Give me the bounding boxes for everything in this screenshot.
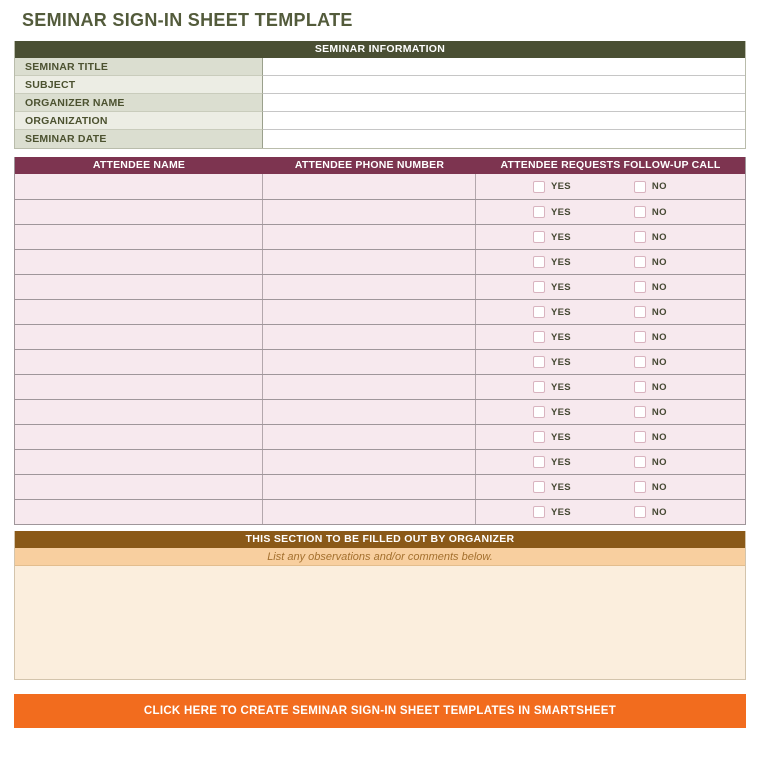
yes-checkbox[interactable] [533, 406, 545, 418]
yes-label: YES [551, 231, 571, 243]
attendee-phone-cell[interactable] [263, 275, 476, 299]
attendee-followup-cell [476, 500, 745, 524]
attendee-name-cell[interactable] [15, 375, 263, 399]
no-label: NO [651, 281, 667, 293]
attendee-phone-cell[interactable] [263, 425, 476, 449]
yes-checkbox[interactable] [533, 281, 545, 293]
attendee-row [15, 349, 745, 374]
attendee-table [14, 157, 746, 525]
attendee-row [15, 374, 745, 399]
attendee-phone-cell[interactable] [263, 250, 476, 274]
no-checkbox[interactable] [634, 456, 646, 468]
organization-input[interactable] [263, 112, 745, 130]
attendee-name-cell[interactable] [15, 450, 263, 474]
smartsheet-cta-button[interactable]: CLICK HERE TO CREATE SEMINAR SIGN-IN SHEET TEMPLATES IN SMARTSHEET [14, 694, 746, 728]
no-label: NO [651, 206, 667, 218]
attendee-name-cell[interactable] [15, 275, 263, 299]
no-option[interactable] [634, 331, 667, 343]
yes-label: YES [551, 281, 571, 293]
no-checkbox[interactable] [634, 306, 646, 318]
seminar-info-section [14, 41, 746, 149]
yes-checkbox[interactable] [533, 331, 545, 343]
no-option[interactable] [634, 256, 667, 268]
attendee-row [15, 399, 745, 424]
attendee-row [15, 249, 745, 274]
organizer-name-label: ORGANIZER NAME [15, 94, 263, 112]
no-option[interactable] [634, 456, 667, 468]
yes-checkbox[interactable] [533, 181, 545, 193]
attendee-followup-cell [476, 400, 745, 424]
yes-label: YES [551, 456, 571, 468]
attendee-name-cell[interactable] [15, 400, 263, 424]
attendee-row [15, 324, 745, 349]
yes-label: YES [551, 331, 571, 343]
attendee-row [15, 474, 745, 499]
attendee-name-cell[interactable] [15, 350, 263, 374]
attendee-phone-cell[interactable] [263, 500, 476, 524]
attendee-followup-cell [476, 200, 745, 224]
attendee-phone-cell[interactable] [263, 350, 476, 374]
no-label: NO [651, 256, 667, 268]
yes-label: YES [551, 306, 571, 318]
attendee-table-header [15, 157, 745, 174]
attendee-followup-cell [476, 174, 745, 199]
attendee-phone-cell[interactable] [263, 174, 476, 199]
attendee-name-cell[interactable] [15, 325, 263, 349]
attendee-followup-cell [476, 300, 745, 324]
no-checkbox[interactable] [634, 256, 646, 268]
organization-label: ORGANIZATION [15, 112, 263, 130]
yes-checkbox[interactable] [533, 456, 545, 468]
info-row-seminar-date [15, 130, 745, 148]
seminar-title-label: SEMINAR TITLE [15, 58, 263, 76]
attendee-row [15, 274, 745, 299]
no-label: NO [651, 481, 667, 493]
yes-label: YES [551, 431, 571, 443]
yes-checkbox[interactable] [533, 306, 545, 318]
no-option[interactable] [634, 431, 667, 443]
attendee-name-cell[interactable] [15, 200, 263, 224]
seminar-title-input[interactable] [263, 58, 745, 76]
attendee-phone-cell[interactable] [263, 200, 476, 224]
no-option[interactable] [634, 356, 667, 368]
attendee-name-cell[interactable] [15, 500, 263, 524]
yes-checkbox[interactable] [533, 231, 545, 243]
yes-option[interactable] [533, 381, 571, 393]
info-row-subject [15, 76, 745, 94]
no-option[interactable] [634, 406, 667, 418]
attendee-name-cell[interactable] [15, 425, 263, 449]
no-option[interactable] [634, 481, 667, 493]
attendee-followup-cell [476, 475, 745, 499]
attendee-row [15, 224, 745, 249]
no-checkbox[interactable] [634, 431, 646, 443]
attendee-row [15, 199, 745, 224]
attendee-row [15, 174, 745, 199]
attendee-name-column-header: ATTENDEE NAME [92, 159, 186, 171]
yes-option[interactable] [533, 406, 571, 418]
no-label: NO [651, 306, 667, 318]
organizer-section-header: THIS SECTION TO BE FILLED OUT BY ORGANIZER [15, 531, 745, 548]
yes-option[interactable] [533, 231, 571, 243]
no-checkbox[interactable] [634, 406, 646, 418]
yes-label: YES [551, 256, 571, 268]
no-label: NO [651, 381, 667, 393]
attendee-followup-cell [476, 450, 745, 474]
no-option[interactable] [634, 206, 667, 218]
page-title: SEMINAR SIGN-IN SHEET TEMPLATE [22, 10, 353, 30]
yes-checkbox[interactable] [533, 506, 545, 518]
attendee-followup-cell [476, 425, 745, 449]
yes-label: YES [551, 206, 571, 218]
no-checkbox[interactable] [634, 331, 646, 343]
no-option[interactable] [634, 231, 667, 243]
attendee-phone-cell[interactable] [263, 325, 476, 349]
attendee-followup-cell [476, 350, 745, 374]
no-checkbox[interactable] [634, 506, 646, 518]
yes-option[interactable] [533, 506, 571, 518]
attendee-followup-cell [476, 325, 745, 349]
attendee-phone-column-header: ATTENDEE PHONE NUMBER [294, 159, 445, 171]
yes-label: YES [551, 481, 571, 493]
no-option[interactable] [634, 506, 667, 518]
attendee-phone-cell[interactable] [263, 400, 476, 424]
attendee-row [15, 424, 745, 449]
no-option[interactable] [634, 181, 667, 193]
yes-label: YES [551, 506, 571, 518]
attendee-name-cell[interactable] [15, 250, 263, 274]
no-option[interactable] [634, 281, 667, 293]
no-checkbox[interactable] [634, 206, 646, 218]
yes-option[interactable] [533, 206, 571, 218]
yes-label: YES [551, 406, 571, 418]
subject-input[interactable] [263, 76, 745, 94]
no-checkbox[interactable] [634, 356, 646, 368]
info-row-organizer-name [15, 94, 745, 112]
no-label: NO [651, 356, 667, 368]
yes-option[interactable] [533, 481, 571, 493]
yes-checkbox[interactable] [533, 431, 545, 443]
yes-option[interactable] [533, 281, 571, 293]
yes-checkbox[interactable] [533, 381, 545, 393]
attendee-row [15, 299, 745, 324]
yes-label: YES [551, 381, 571, 393]
no-checkbox[interactable] [634, 481, 646, 493]
attendee-rows [15, 174, 745, 524]
attendee-followup-cell [476, 225, 745, 249]
organizer-section [14, 531, 746, 680]
attendee-row [15, 499, 745, 524]
attendee-phone-cell[interactable] [263, 450, 476, 474]
no-label: NO [651, 431, 667, 443]
yes-option[interactable] [533, 181, 571, 193]
no-checkbox[interactable] [634, 281, 646, 293]
organizer-instruction: List any observations and/or comments below. [15, 548, 745, 566]
no-checkbox[interactable] [634, 231, 646, 243]
seminar-date-label: SEMINAR DATE [15, 130, 263, 148]
no-label: NO [651, 181, 667, 192]
attendee-name-cell[interactable] [15, 475, 263, 499]
no-checkbox[interactable] [634, 381, 646, 393]
subject-label: SUBJECT [15, 76, 263, 94]
yes-option[interactable] [533, 256, 571, 268]
yes-checkbox[interactable] [533, 481, 545, 493]
yes-option[interactable] [533, 331, 571, 343]
seminar-date-input[interactable] [263, 130, 745, 148]
attendee-name-cell[interactable] [15, 174, 263, 199]
yes-option[interactable] [533, 431, 571, 443]
attendee-name-cell[interactable] [15, 300, 263, 324]
info-row-organization [15, 112, 745, 130]
seminar-info-header: SEMINAR INFORMATION [15, 41, 745, 58]
attendee-name-cell[interactable] [15, 225, 263, 249]
no-label: NO [651, 456, 667, 468]
no-option[interactable] [634, 306, 667, 318]
attendee-phone-cell[interactable] [263, 300, 476, 324]
attendee-followup-cell [476, 250, 745, 274]
no-label: NO [651, 231, 667, 243]
yes-checkbox[interactable] [533, 356, 545, 368]
attendee-followup-column-header: ATTENDEE REQUESTS FOLLOW-UP CALL [500, 159, 721, 171]
sheet [14, 6, 746, 728]
yes-option[interactable] [533, 306, 571, 318]
comments-area[interactable] [15, 566, 745, 679]
yes-checkbox[interactable] [533, 206, 545, 218]
no-option[interactable] [634, 381, 667, 393]
no-label: NO [651, 506, 667, 518]
info-row-seminar-title [15, 58, 745, 76]
yes-option[interactable] [533, 356, 571, 368]
organizer-name-input[interactable] [263, 94, 745, 112]
yes-option[interactable] [533, 456, 571, 468]
attendee-followup-cell [476, 275, 745, 299]
attendee-phone-cell[interactable] [263, 475, 476, 499]
no-checkbox[interactable] [634, 181, 646, 193]
attendee-phone-cell[interactable] [263, 225, 476, 249]
attendee-row [15, 449, 745, 474]
no-label: NO [651, 331, 667, 343]
no-label: NO [651, 406, 667, 418]
yes-label: YES [551, 181, 571, 192]
yes-label: YES [551, 356, 571, 368]
yes-checkbox[interactable] [533, 256, 545, 268]
attendee-followup-cell [476, 375, 745, 399]
attendee-phone-cell[interactable] [263, 375, 476, 399]
